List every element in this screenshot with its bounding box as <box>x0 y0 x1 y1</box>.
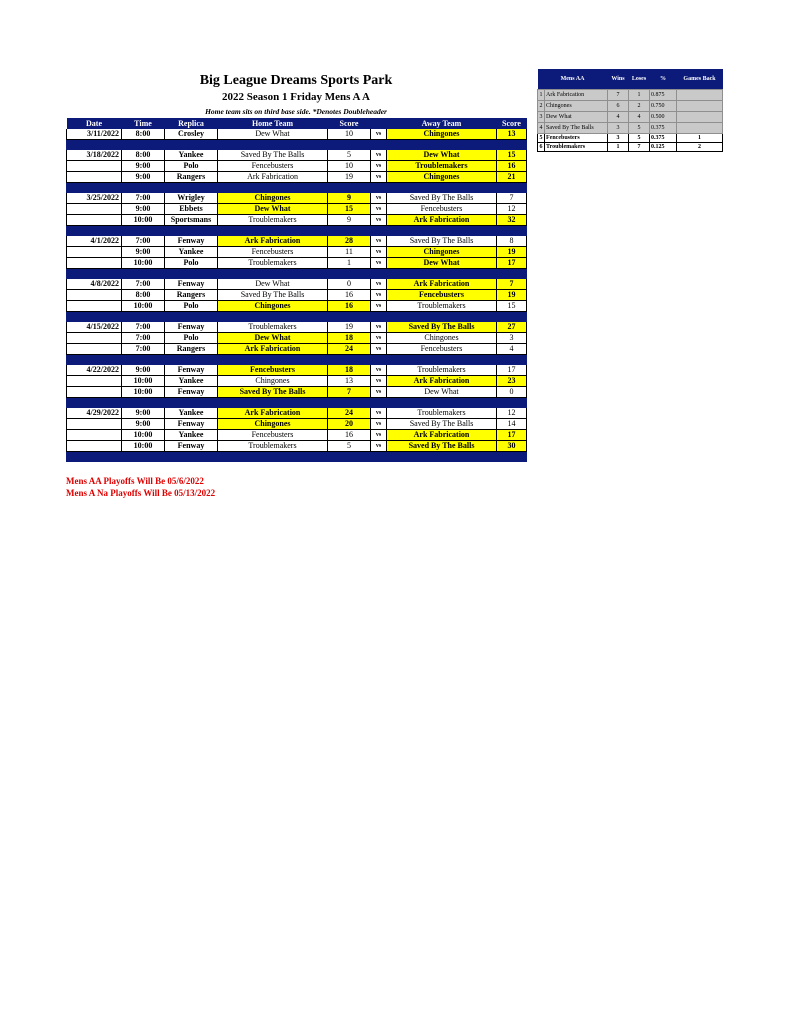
standings-loses: 7 <box>629 143 650 152</box>
game-row <box>67 365 527 376</box>
away-score: 12 <box>497 408 527 419</box>
home-score: 28 <box>328 236 371 247</box>
home-score: 13 <box>328 376 371 387</box>
vs-label: vs <box>371 258 387 269</box>
home-team: Ark Fabrication <box>218 408 328 419</box>
away-score: 27 <box>497 322 527 333</box>
away-team: Fencebusters <box>387 204 497 215</box>
away-score: 4 <box>497 344 527 355</box>
home-score: 0 <box>328 279 371 290</box>
game-date: 3/11/2022 <box>67 129 122 140</box>
away-score: 8 <box>497 236 527 247</box>
game-date <box>67 204 122 215</box>
home-team: Fencebusters <box>218 365 328 376</box>
col-header-vs <box>371 118 387 129</box>
standings-pct: 0.125 <box>650 143 677 152</box>
away-team: Troublemakers <box>387 365 497 376</box>
standings-team: Saved By The Balls <box>545 123 608 134</box>
vs-label: vs <box>371 365 387 376</box>
away-team: Troublemakers <box>387 301 497 312</box>
vs-label: vs <box>371 290 387 301</box>
home-team: Troublemakers <box>218 258 328 269</box>
week-separator <box>67 183 527 193</box>
game-row <box>67 247 527 258</box>
game-time: 9:00 <box>122 408 165 419</box>
game-field: Yankee <box>165 376 218 387</box>
game-row <box>67 129 527 140</box>
schedule-header-row <box>67 118 527 129</box>
week-separator <box>67 269 527 279</box>
standings-rank: 1 <box>538 90 545 101</box>
vs-label: vs <box>371 172 387 183</box>
standings-games-back <box>677 112 723 123</box>
home-team: Ark Fabrication <box>218 172 328 183</box>
game-row <box>67 172 527 183</box>
away-team: Chingones <box>387 172 497 183</box>
standings-rank: 4 <box>538 123 545 134</box>
standings-header-loses: Loses <box>629 69 650 90</box>
home-team: Fencebusters <box>218 247 328 258</box>
standings-rank: 2 <box>538 101 545 112</box>
standings-games-back <box>677 101 723 112</box>
away-score: 16 <box>497 161 527 172</box>
home-team: Dew What <box>218 129 328 140</box>
game-date <box>67 441 122 452</box>
standings-row <box>538 101 723 112</box>
home-score: 9 <box>328 215 371 226</box>
home-team: Ark Fabrication <box>218 344 328 355</box>
schedule-body <box>67 129 527 462</box>
game-field: Fenway <box>165 279 218 290</box>
game-time: 10:00 <box>122 301 165 312</box>
game-date <box>67 333 122 344</box>
standings-wins: 7 <box>608 90 629 101</box>
standings-row <box>538 143 723 152</box>
game-time: 7:00 <box>122 344 165 355</box>
away-team: Ark Fabrication <box>387 215 497 226</box>
game-date <box>67 290 122 301</box>
standings-team: Dew What <box>545 112 608 123</box>
vs-label: vs <box>371 236 387 247</box>
game-date <box>67 387 122 398</box>
away-team: Fencebusters <box>387 290 497 301</box>
game-time: 7:00 <box>122 333 165 344</box>
game-row <box>67 419 527 430</box>
week-separator-cell <box>67 398 527 408</box>
away-score: 13 <box>497 129 527 140</box>
away-score: 19 <box>497 247 527 258</box>
standings-loses: 4 <box>629 112 650 123</box>
standings-row <box>538 123 723 134</box>
away-team: Saved By The Balls <box>387 441 497 452</box>
standings-wins: 6 <box>608 101 629 112</box>
standings-pct: 0.375 <box>650 134 677 143</box>
game-row <box>67 408 527 419</box>
standings-wins: 1 <box>608 143 629 152</box>
game-date: 3/18/2022 <box>67 150 122 161</box>
week-separator <box>67 140 527 150</box>
away-score: 12 <box>497 204 527 215</box>
week-separator <box>67 226 527 236</box>
vs-label: vs <box>371 408 387 419</box>
home-team: Troublemakers <box>218 215 328 226</box>
week-separator <box>67 355 527 365</box>
home-score: 15 <box>328 204 371 215</box>
vs-label: vs <box>371 322 387 333</box>
game-date: 4/15/2022 <box>67 322 122 333</box>
away-team: Ark Fabrication <box>387 376 497 387</box>
away-score: 15 <box>497 301 527 312</box>
game-date <box>67 419 122 430</box>
home-score: 5 <box>328 441 371 452</box>
home-team: Chingones <box>218 301 328 312</box>
game-time: 9:00 <box>122 161 165 172</box>
game-time: 10:00 <box>122 258 165 269</box>
game-time: 7:00 <box>122 193 165 204</box>
away-score: 21 <box>497 172 527 183</box>
game-field: Fenway <box>165 441 218 452</box>
col-header-away-score: Score <box>497 118 527 129</box>
game-time: 9:00 <box>122 419 165 430</box>
vs-label: vs <box>371 150 387 161</box>
game-time: 8:00 <box>122 290 165 301</box>
away-team: Chingones <box>387 129 497 140</box>
away-team: Dew What <box>387 387 497 398</box>
standings-loses: 2 <box>629 101 650 112</box>
game-time: 7:00 <box>122 236 165 247</box>
home-score: 5 <box>328 150 371 161</box>
home-score: 1 <box>328 258 371 269</box>
home-score: 20 <box>328 419 371 430</box>
home-team: Dew What <box>218 333 328 344</box>
week-separator <box>67 452 527 462</box>
vs-label: vs <box>371 387 387 398</box>
away-team: Troublemakers <box>387 161 497 172</box>
away-score: 3 <box>497 333 527 344</box>
home-team: Chingones <box>218 419 328 430</box>
game-time: 9:00 <box>122 365 165 376</box>
away-team: Chingones <box>387 247 497 258</box>
standings-games-back <box>677 90 723 101</box>
week-separator-cell <box>67 312 527 322</box>
away-score: 17 <box>497 430 527 441</box>
away-score: 17 <box>497 365 527 376</box>
away-score: 32 <box>497 215 527 226</box>
week-separator-cell <box>67 140 527 150</box>
game-row <box>67 441 527 452</box>
vs-label: vs <box>371 344 387 355</box>
standings-table <box>537 69 723 152</box>
away-team: Ark Fabrication <box>387 430 497 441</box>
game-row <box>67 322 527 333</box>
standings-games-back <box>677 123 723 134</box>
standings-team: Chingones <box>545 101 608 112</box>
col-header-home-team: Home Team <box>218 118 328 129</box>
vs-label: vs <box>371 376 387 387</box>
playoffs-note-a: Mens A Na Playoffs Will Be 05/13/2022 <box>66 488 216 498</box>
game-time: 8:00 <box>122 129 165 140</box>
vs-label: vs <box>371 215 387 226</box>
standings-pct: 0.750 <box>650 101 677 112</box>
standings-header-row <box>538 69 723 90</box>
game-time: 10:00 <box>122 376 165 387</box>
game-field: Fenway <box>165 419 218 430</box>
home-score: 19 <box>328 322 371 333</box>
home-score: 18 <box>328 333 371 344</box>
standings-team: Fencebusters <box>545 134 608 143</box>
home-score: 9 <box>328 193 371 204</box>
game-row <box>67 279 527 290</box>
standings-header-division: Mens AA <box>538 69 608 90</box>
week-separator <box>67 398 527 408</box>
away-team: Troublemakers <box>387 408 497 419</box>
game-row <box>67 333 527 344</box>
col-header-home-score: Score <box>328 118 371 129</box>
away-score: 0 <box>497 387 527 398</box>
game-date: 4/29/2022 <box>67 408 122 419</box>
vs-label: vs <box>371 247 387 258</box>
game-date: 4/8/2022 <box>67 279 122 290</box>
standings-row <box>538 90 723 101</box>
game-date <box>67 258 122 269</box>
standings-loses: 1 <box>629 90 650 101</box>
home-score: 16 <box>328 290 371 301</box>
home-team: Saved By The Balls <box>218 387 328 398</box>
vs-label: vs <box>371 333 387 344</box>
home-team: Saved By The Balls <box>218 290 328 301</box>
game-time: 10:00 <box>122 215 165 226</box>
home-score: 7 <box>328 387 371 398</box>
standings-rank: 3 <box>538 112 545 123</box>
game-date: 4/1/2022 <box>67 236 122 247</box>
game-field: Fenway <box>165 387 218 398</box>
game-time: 9:00 <box>122 204 165 215</box>
vs-label: vs <box>371 161 387 172</box>
game-time: 10:00 <box>122 387 165 398</box>
game-row <box>67 387 527 398</box>
game-time: 7:00 <box>122 322 165 333</box>
game-row <box>67 150 527 161</box>
col-header-away-team: Away Team <box>387 118 497 129</box>
game-time: 9:00 <box>122 247 165 258</box>
game-date <box>67 161 122 172</box>
home-team: Troublemakers <box>218 322 328 333</box>
standings-wins: 3 <box>608 134 629 143</box>
home-team: Dew What <box>218 279 328 290</box>
game-date: 4/22/2022 <box>67 365 122 376</box>
game-field: Rangers <box>165 172 218 183</box>
standings-pct: 0.875 <box>650 90 677 101</box>
col-header-replica: Replica <box>165 118 218 129</box>
game-time: 9:00 <box>122 172 165 183</box>
game-field: Yankee <box>165 430 218 441</box>
vs-label: vs <box>371 419 387 430</box>
game-time: 10:00 <box>122 430 165 441</box>
home-team: Fencebusters <box>218 161 328 172</box>
standings-header-games-back: Games Back <box>677 69 723 90</box>
standings-row <box>538 112 723 123</box>
away-team: Fencebusters <box>387 344 497 355</box>
game-field: Polo <box>165 161 218 172</box>
vs-label: vs <box>371 441 387 452</box>
home-score: 16 <box>328 430 371 441</box>
standings-pct: 0.500 <box>650 112 677 123</box>
game-field: Polo <box>165 301 218 312</box>
col-header-date: Date <box>67 118 122 129</box>
standings-team: Ark Fabrication <box>545 90 608 101</box>
standings-loses: 5 <box>629 134 650 143</box>
vs-label: vs <box>371 430 387 441</box>
standings-games-back: 1 <box>677 134 723 143</box>
home-team: Troublemakers <box>218 441 328 452</box>
game-field: Ebbets <box>165 204 218 215</box>
home-team: Saved By The Balls <box>218 150 328 161</box>
home-score: 24 <box>328 408 371 419</box>
standings-rank: 5 <box>539 135 543 141</box>
game-field: Polo <box>165 333 218 344</box>
game-date <box>67 215 122 226</box>
game-time: 8:00 <box>122 150 165 161</box>
standings-row <box>538 134 723 143</box>
standings-team: Troublemakers <box>545 143 608 152</box>
standings-wins: 4 <box>608 112 629 123</box>
game-row <box>67 258 527 269</box>
game-row <box>67 290 527 301</box>
away-team: Saved By The Balls <box>387 419 497 430</box>
away-score: 19 <box>497 290 527 301</box>
game-date <box>67 301 122 312</box>
game-field: Sportsmans <box>165 215 218 226</box>
game-date <box>67 247 122 258</box>
week-separator-cell <box>67 355 527 365</box>
away-score: 17 <box>497 258 527 269</box>
game-field: Polo <box>165 258 218 269</box>
game-date <box>67 430 122 441</box>
week-separator-cell <box>67 269 527 279</box>
away-score: 14 <box>497 419 527 430</box>
vs-label: vs <box>371 204 387 215</box>
game-row <box>67 344 527 355</box>
game-row <box>67 193 527 204</box>
home-score: 10 <box>328 129 371 140</box>
game-row <box>67 376 527 387</box>
game-date: 3/25/2022 <box>67 193 122 204</box>
page-note: Home team sits on third base side. *Denotes Doubleheader <box>205 107 387 116</box>
game-row <box>67 204 527 215</box>
standings-header-wins: Wins <box>608 69 629 90</box>
away-team: Saved By The Balls <box>387 322 497 333</box>
game-row <box>67 161 527 172</box>
away-team: Saved By The Balls <box>387 236 497 247</box>
standings-header-pct: % <box>650 69 677 90</box>
home-score: 18 <box>328 365 371 376</box>
week-separator-cell <box>67 452 527 462</box>
game-field: Crosley <box>165 129 218 140</box>
game-row <box>67 301 527 312</box>
home-team: Fencebusters <box>218 430 328 441</box>
vs-label: vs <box>371 301 387 312</box>
away-score: 7 <box>497 193 527 204</box>
page-subtitle: 2022 Season 1 Friday Mens A A <box>222 91 370 103</box>
home-team: Chingones <box>218 193 328 204</box>
game-field: Rangers <box>165 290 218 301</box>
away-team: Chingones <box>387 333 497 344</box>
standings-body <box>538 90 723 152</box>
vs-label: vs <box>371 129 387 140</box>
game-field: Rangers <box>165 344 218 355</box>
game-field: Yankee <box>165 408 218 419</box>
game-field: Fenway <box>165 322 218 333</box>
game-row <box>67 215 527 226</box>
away-score: 30 <box>497 441 527 452</box>
away-score: 23 <box>497 376 527 387</box>
game-date <box>67 376 122 387</box>
standings-rank: 6 <box>539 144 543 150</box>
home-team: Chingones <box>218 376 328 387</box>
week-separator-cell <box>67 183 527 193</box>
home-score: 24 <box>328 344 371 355</box>
away-score: 15 <box>497 150 527 161</box>
game-field: Yankee <box>165 247 218 258</box>
game-row <box>67 430 527 441</box>
vs-label: vs <box>371 193 387 204</box>
home-team: Ark Fabrication <box>218 236 328 247</box>
schedule-table <box>66 118 527 462</box>
game-time: 7:00 <box>122 279 165 290</box>
away-team: Dew What <box>387 150 497 161</box>
page-title: Big League Dreams Sports Park <box>199 73 393 88</box>
vs-label: vs <box>371 279 387 290</box>
game-row <box>67 236 527 247</box>
game-date <box>67 172 122 183</box>
away-score: 7 <box>497 279 527 290</box>
home-team: Dew What <box>218 204 328 215</box>
col-header-time: Time <box>122 118 165 129</box>
home-score: 10 <box>328 161 371 172</box>
standings-games-back: 2 <box>677 143 723 152</box>
game-time: 10:00 <box>122 441 165 452</box>
game-field: Fenway <box>165 365 218 376</box>
game-field: Fenway <box>165 236 218 247</box>
home-score: 19 <box>328 172 371 183</box>
home-score: 11 <box>328 247 371 258</box>
standings-pct: 0.375 <box>650 123 677 134</box>
week-separator-cell <box>67 226 527 236</box>
game-field: Yankee <box>165 150 218 161</box>
away-team: Dew What <box>387 258 497 269</box>
game-field: Wrigley <box>165 193 218 204</box>
standings-loses: 5 <box>629 123 650 134</box>
home-score: 16 <box>328 301 371 312</box>
playoffs-note-aa: Mens AA Playoffs Will Be 05/6/2022 <box>66 476 204 486</box>
week-separator <box>67 312 527 322</box>
standings-wins: 3 <box>608 123 629 134</box>
game-date <box>67 344 122 355</box>
away-team: Saved By The Balls <box>387 193 497 204</box>
away-team: Ark Fabrication <box>387 279 497 290</box>
